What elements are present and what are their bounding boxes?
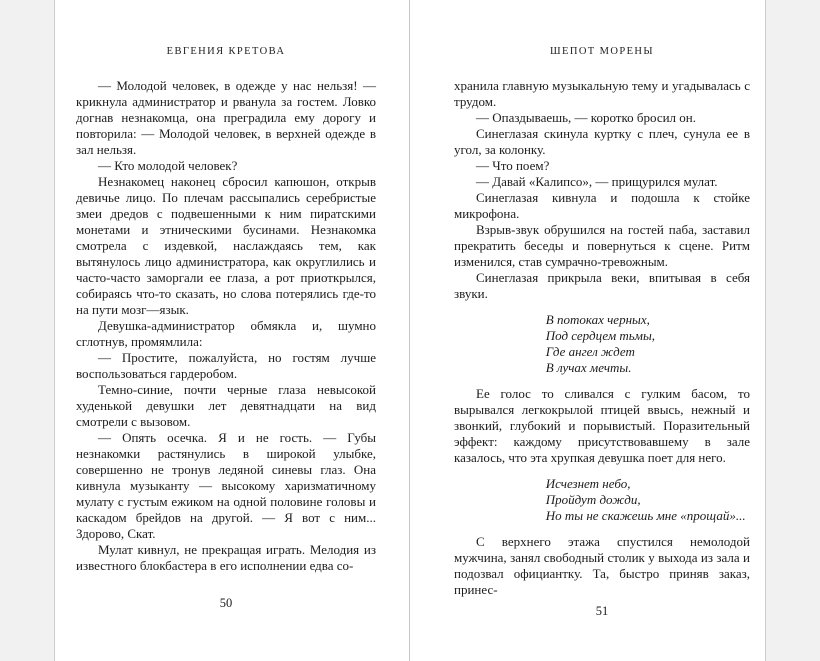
paragraph: С верхнего этажа спустился немолодой мужчина, занял свободный столик у выхода из зала и подозвал официантку. Та, быстро приняв заказ, принес-	[454, 534, 750, 597]
paragraph: Незнакомец наконец сбросил капюшон, открыв девичье лицо. По плечам рассыпались серебристые змеи дредов с подвешенными к ним пиратскими монетами и этническими бусинами. Незнакомка смотрела с издевкой, наслаждаясь тем, как вытянулось лицо администратора, как округлились и часто-часто заморгали ее глаза, а рот приоткрылся, собираясь что-то сказать, но слова потерялись где-то на пути мозг—язык.	[76, 174, 376, 317]
page-number-right: 51	[595, 604, 609, 618]
book-spread	[54, 0, 766, 661]
paragraph: Синеглазая кивнула и подошла к стойке микрофона.	[454, 190, 750, 221]
paragraph: — Опять осечка. Я и не гость. — Губы незнакомки растянулись в широкой улыбке, совершенно не тронув ледяной синевы глаз. Она кивнула музыканту — высокому харизматичному мулату с густым ежиком на одной половине головы и каскадом брейдов на другой. — Я вот с ним... Здорово, Скат.	[76, 430, 376, 541]
verse-line: В лучах мечты.	[545, 360, 632, 375]
paragraph: — Опаздываешь, — коротко бросил он.	[476, 110, 696, 125]
paragraph: — Что поем?	[476, 158, 550, 173]
paragraph: Ее голос то сливался с гулким басом, то вырывался легкокрылой птицей ввысь, нежный и звонкий, глубокий и порывистый. Поразительный эффект: каждому присутствовавшему в зале казалось, что эта хрупкая девушка поет для него.	[454, 386, 750, 465]
paragraph: Темно-синие, почти черные глаза невысокой худенькой девушки лет девятнадцати на вид смотрели с вызовом.	[76, 382, 376, 429]
paragraph: — Давай «Калипсо», — прищурился мулат.	[476, 174, 718, 189]
page-left	[55, 0, 410, 661]
page-number-left: 50	[219, 596, 233, 610]
verse-line: Пройдут дожди,	[545, 492, 641, 507]
verse-line: Где ангел ждет	[545, 344, 635, 359]
running-header-author: ЕВГЕНИЯ КРЕТОВА	[166, 46, 286, 57]
page-right-text	[454, 78, 750, 598]
paragraph: — Простите, пожалуйста, но гостям лучше воспользоваться гардеробом.	[76, 350, 376, 381]
paragraph: — Кто молодой человек?	[98, 158, 238, 173]
verse	[546, 312, 750, 376]
verse	[546, 476, 750, 524]
page-left-text	[76, 78, 376, 590]
paragraph: хранила главную музыкальную тему и угадывалась с трудом.	[454, 78, 750, 109]
verse-line: Под сердцем тьмы,	[545, 328, 656, 343]
page-right	[410, 0, 765, 661]
running-header-title: ШЕПОТ МОРЕНЫ	[550, 46, 654, 57]
paragraph: Мулат кивнул, не прекращая играть. Мелодия из известного блокбастера в его исполнении едва со-	[76, 542, 376, 573]
verse-line: Исчезнет небо,	[545, 476, 631, 491]
paragraph: Девушка-администратор обмякла и, шумно сглотнув, промямлила:	[76, 318, 376, 349]
verse-line: Но ты не скажешь мне «прощай»...	[545, 508, 746, 523]
paragraph: — Молодой человек, в одежде у нас нельзя! — крикнула администратор и рванула за гостем. Ловко догнав незнакомца, она преградила ему дорогу и повторила: — Молодой человек, в верхней одежде в зал нельзя.	[76, 78, 376, 157]
paragraph: Синеглазая скинула куртку с плеч, сунула ее в угол, за колонку.	[454, 126, 750, 157]
paragraph: Синеглазая прикрыла веки, впитывая в себя звуки.	[454, 270, 750, 301]
paragraph: Взрыв-звук обрушился на гостей паба, заставил прекратить беседы и повернуться к сцене. Ритм изменился, став сумрачно-тревожным.	[454, 222, 750, 269]
verse-line: В потоках черных,	[545, 312, 650, 327]
